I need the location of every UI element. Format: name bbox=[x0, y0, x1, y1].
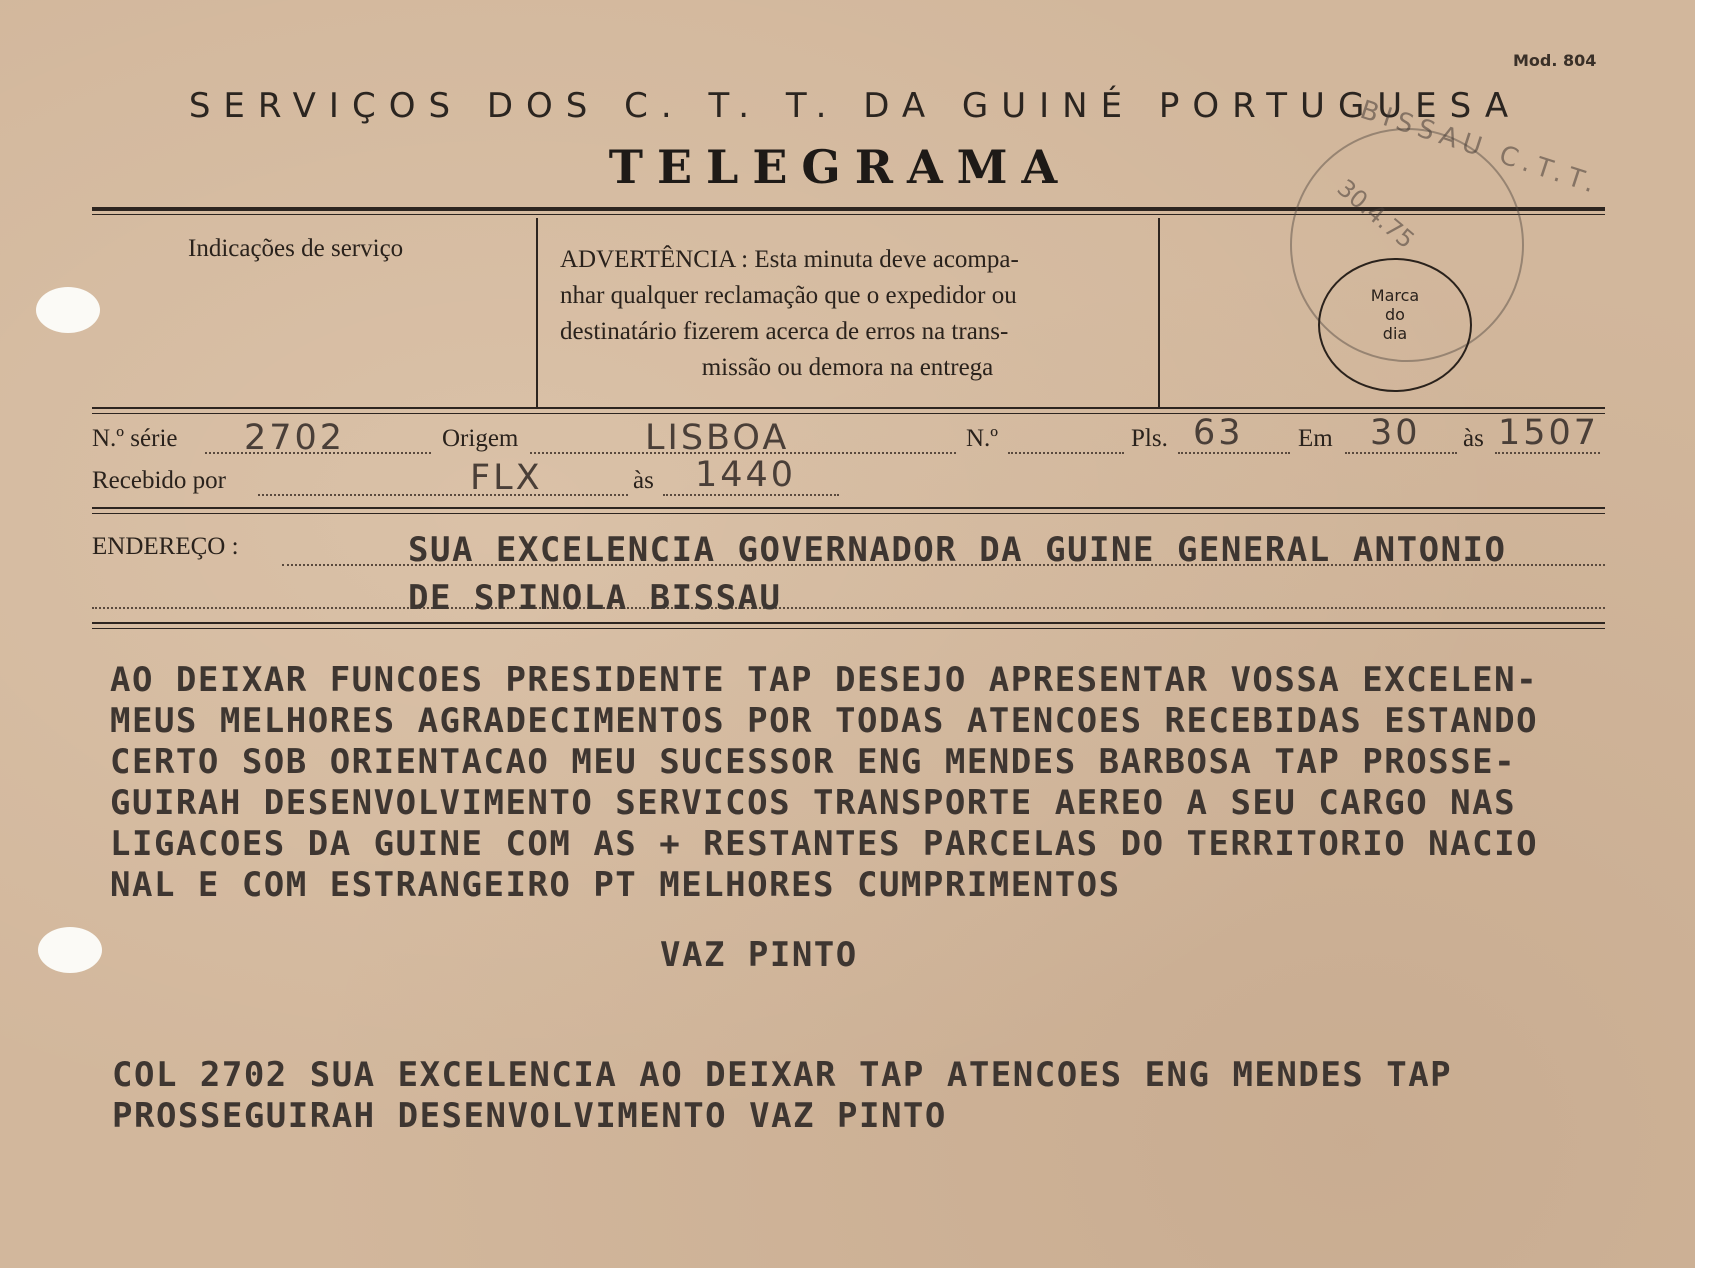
message-body bbox=[110, 660, 1538, 906]
message-line: NAL E COM ESTRANGEIRO PT MELHORES CUMPRIMENTOS bbox=[110, 865, 1121, 905]
number-label: N.º bbox=[966, 425, 999, 452]
address-line: SUA EXCELENCIA GOVERNADOR DA GUINE GENERAL ANTONIO bbox=[408, 530, 1507, 570]
service-box-divider-right bbox=[1158, 218, 1160, 408]
collation-line: COL 2702 SUA EXCELENCIA AO DEIXAR TAP ATENCOES ENG MENDES TAP bbox=[112, 1055, 1453, 1095]
address-dotline-2 bbox=[92, 607, 1605, 609]
service-box-divider-left bbox=[536, 218, 538, 408]
warning-line: nhar qualquer reclamação que o expedidor ou bbox=[560, 282, 1017, 309]
day-mark-text: do bbox=[1385, 305, 1405, 324]
punch-hole-bottom bbox=[38, 927, 102, 973]
serial-value: 2702 bbox=[244, 418, 346, 458]
form-header: SERVIÇOS DOS C. T. T. DA GUINÉ PORTUGUESA bbox=[188, 86, 1522, 126]
message-line: GUIRAH DESENVOLVIMENTO SERVICOS TRANSPORTE AEREO A SEU CARGO NAS bbox=[110, 783, 1517, 823]
received-by-value: FLX bbox=[470, 458, 543, 498]
postmark-date: 30.4.75 bbox=[1331, 173, 1420, 255]
day-mark-text: dia bbox=[1382, 324, 1408, 343]
warning-line: missão ou demora na entrega bbox=[701, 354, 994, 381]
received-by-dotline bbox=[258, 494, 628, 496]
warning-line: ADVERTÊNCIA : Esta minuta deve acompa- bbox=[560, 246, 1019, 273]
message-line: LIGACOES DA GUINE COM AS + RESTANTES PARCELAS DO TERRITORIO NACIO bbox=[110, 824, 1539, 864]
received-by-label: Recebido por bbox=[92, 467, 226, 494]
message-line: AO DEIXAR FUNCOES PRESIDENTE TAP DESEJO APRESENTAR VOSSA EXCELEN- bbox=[110, 660, 1539, 700]
date-value: 30 bbox=[1370, 413, 1421, 453]
collation-block bbox=[112, 1055, 1452, 1137]
punch-hole-top bbox=[36, 287, 100, 333]
date-label: Em bbox=[1298, 425, 1333, 452]
address-label: ENDEREÇO : bbox=[92, 533, 239, 560]
service-indications-label: Indicações de serviço bbox=[188, 235, 404, 262]
warning-line: destinatário fizerem acerca de erros na trans- bbox=[560, 318, 1009, 345]
warning-notice bbox=[560, 242, 1135, 386]
service-box-bottom-rule bbox=[92, 407, 1605, 409]
message-signature: VAZ PINTO bbox=[660, 935, 858, 975]
address-top-rule bbox=[92, 507, 1605, 509]
origin-value: LISBOA bbox=[645, 418, 790, 458]
time-value: 1507 bbox=[1498, 413, 1600, 453]
message-line: MEUS MELHORES AGRADECIMENTOS POR TODAS ATENCOES RECEBIDAS ESTANDO bbox=[110, 701, 1539, 741]
words-label: Pls. bbox=[1131, 425, 1168, 452]
form-title: TELEGRAMA bbox=[608, 140, 1072, 194]
address-bottom-rule-thin bbox=[92, 628, 1605, 629]
words-value: 63 bbox=[1193, 413, 1244, 453]
time-label: às bbox=[1463, 425, 1484, 452]
serial-label: N.º série bbox=[92, 425, 178, 452]
origin-label: Origem bbox=[442, 425, 519, 452]
form-model-number: Mod. 804 bbox=[1513, 51, 1597, 70]
received-time-label: às bbox=[633, 467, 654, 494]
day-mark-text: Marca bbox=[1370, 286, 1420, 305]
received-time-value: 1440 bbox=[695, 455, 797, 495]
address-line: DE SPINOLA BISSAU bbox=[408, 578, 782, 618]
day-mark-circle bbox=[1318, 258, 1472, 392]
address-top-rule-thin bbox=[92, 513, 1605, 514]
postmark-text: BISSAU C.T.T. bbox=[1356, 95, 1605, 201]
message-line: CERTO SOB ORIENTACAO MEU SUCESSOR ENG MENDES BARBOSA TAP PROSSE- bbox=[110, 742, 1517, 782]
address-bottom-rule bbox=[92, 622, 1605, 624]
number-dotline bbox=[1008, 452, 1124, 454]
collation-line: PROSSEGUIRAH DESENVOLVIMENTO VAZ PINTO bbox=[112, 1096, 947, 1136]
